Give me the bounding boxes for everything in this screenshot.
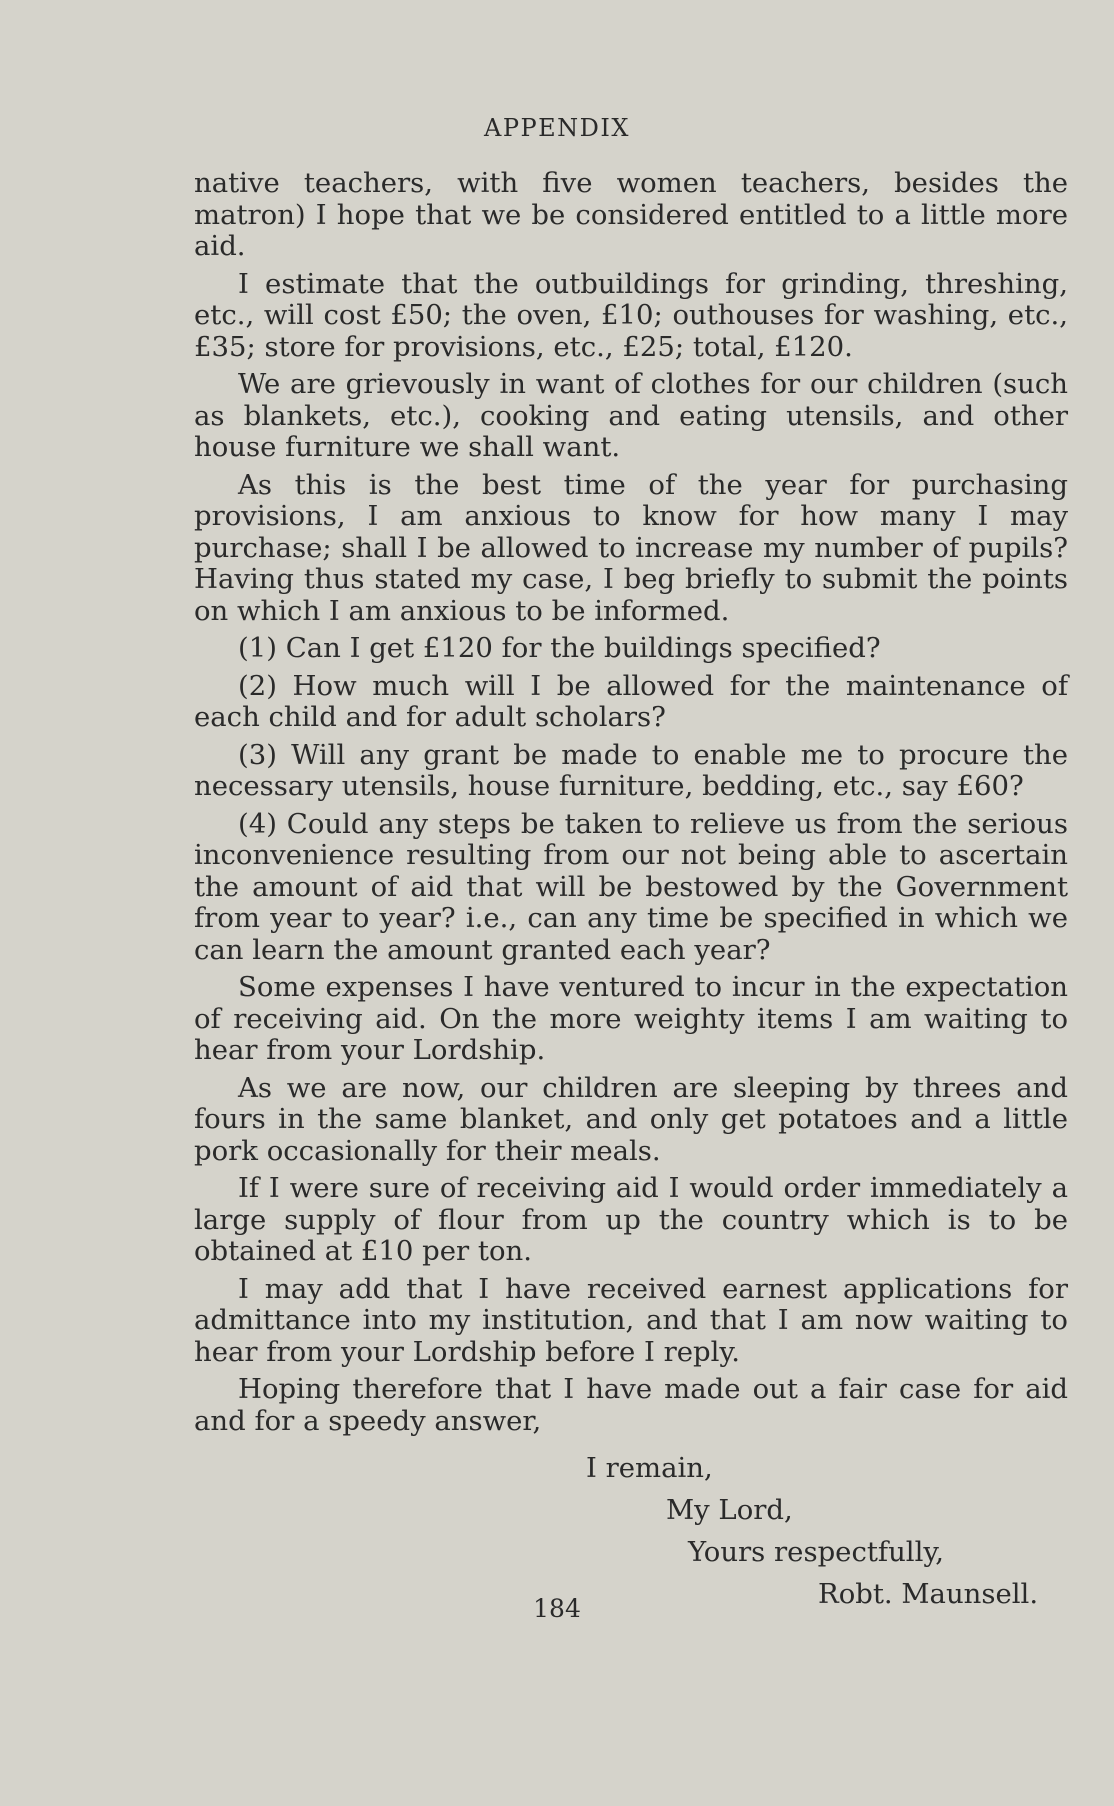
paragraph: I may add that I have received earnest applications for admittance into my institution, and that I am now waiting to hear from your Lordship before I reply.: [194, 1272, 1068, 1368]
paragraph: Hoping therefore that I have made out a fair case for aid and for a speedy answer,: [194, 1373, 1068, 1437]
letter-body: [194, 168, 1068, 1615]
paragraph: native teachers, with five women teachers, besides the matron) I hope that we be considered entitled to a little more aid.: [194, 167, 1068, 262]
paragraph: If I were sure of receiving aid I would order immediately a large supply of flour from up the country which is to be obtained at £10 per ton.: [194, 1172, 1068, 1267]
paragraph: I estimate that the outbuildings for grinding, threshing, etc., will cost £50; the oven, £10; outhouses for washing, etc., £35; store for provisions, etc., £25; total, £120.: [194, 267, 1068, 363]
closing-salutation: My Lord,: [666, 1494, 793, 1526]
paragraph: As this is the best time of the year for purchasing provisions, I am anxious to know for how many I may purchase; shall I be allowed to increase my number of pupils? Having thus stated my case, I beg briefly to submit the points on which I am anxious to be informed.: [194, 468, 1068, 627]
question-item: (2) How much will I be allowed for the maintenance of each child and for adult scholars?: [194, 669, 1068, 733]
running-head: APPENDIX: [484, 114, 630, 142]
question-item: (1) Can I get £120 for the buildings specified?: [238, 632, 881, 664]
closing-valediction: Yours respectfully,: [688, 1536, 944, 1568]
page-number: 184: [533, 1594, 581, 1623]
question-item: (4) Could any steps be taken to relieve us from the serious inconvenience resulting from our not being able to ascertain the amount of aid that will be bestowed by the Government from year to year? i.e., can any time be specified in which we can learn the amount granted each year?: [194, 807, 1068, 966]
paragraph: Some expenses I have ventured to incur in the expectation of receiving aid. On the more weighty items I am waiting to hear from your Lordship.: [194, 971, 1068, 1066]
letter-closing: [194, 1447, 1068, 1615]
paragraph: We are grievously in want of clothes for our children (such as blankets, etc.), cooking and eating utensils, and other house furniture we shall want.: [194, 368, 1068, 463]
closing-remain: I remain,: [586, 1452, 713, 1484]
signature: Robt. Maunsell.: [818, 1578, 1039, 1610]
question-item: (3) Will any grant be made to enable me to procure the necessary utensils, house furniture, bedding, etc., say £60?: [194, 738, 1068, 802]
paragraph: As we are now, our children are sleeping by threes and fours in the same blanket, and only get potatoes and a little pork occasionally for their meals.: [194, 1071, 1068, 1167]
